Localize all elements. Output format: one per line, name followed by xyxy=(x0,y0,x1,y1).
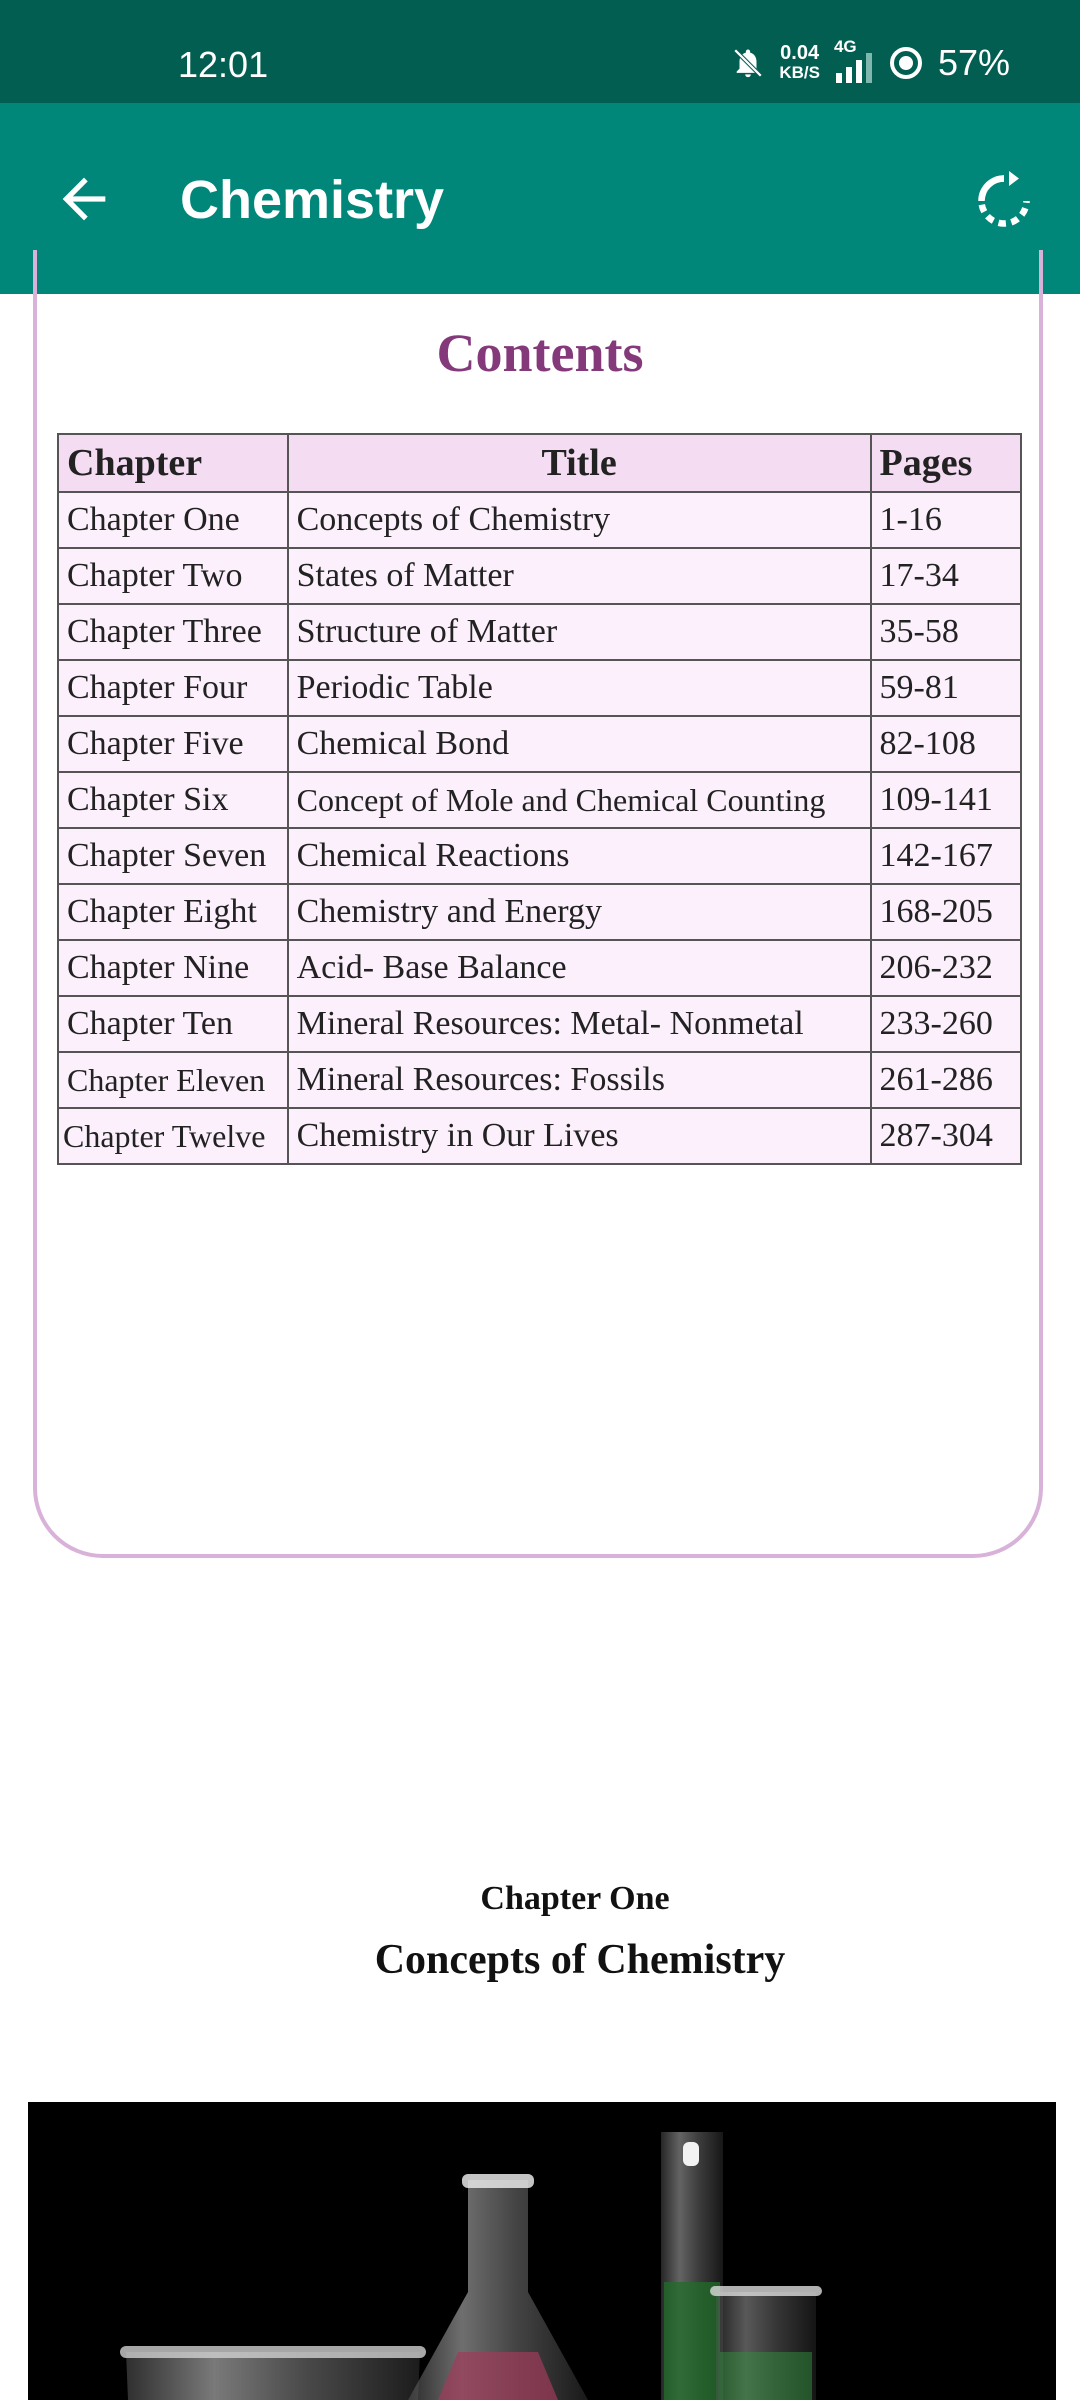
table-row[interactable] xyxy=(58,828,1021,884)
network-type: 4G xyxy=(833,37,857,56)
speed-unit: KB/S xyxy=(779,63,820,82)
battery-percent: 57% xyxy=(937,42,1010,83)
table-header-row xyxy=(58,434,1021,492)
table-row[interactable] xyxy=(58,548,1021,604)
row-title: Concepts of Chemistry xyxy=(288,492,871,548)
app-title: Chemistry xyxy=(180,170,445,230)
row-title: Mineral Resources: Metal- Nonmetal xyxy=(288,996,871,1052)
row-chapter: Chapter Six xyxy=(58,772,288,828)
back-arrow-icon[interactable] xyxy=(52,167,116,231)
chapter-title: Concepts of Chemistry xyxy=(374,1937,786,1983)
row-pages: 142-167 xyxy=(871,828,1021,884)
row-pages: 59-81 xyxy=(871,660,1021,716)
table-row[interactable] xyxy=(58,604,1021,660)
row-title: Concept of Mole and Chemical Counting xyxy=(288,772,871,828)
row-title: Chemical Bond xyxy=(288,716,871,772)
table-row[interactable] xyxy=(58,1052,1021,1108)
row-title: Mineral Resources: Fossils xyxy=(288,1052,871,1108)
row-title: Periodic Table xyxy=(288,660,871,716)
contents-heading: Contents xyxy=(436,323,644,383)
row-title: Chemical Reactions xyxy=(288,828,871,884)
row-chapter: Chapter Ten xyxy=(58,996,288,1052)
row-chapter: Chapter Eleven xyxy=(58,1052,288,1108)
rotate-screen-icon[interactable] xyxy=(974,171,1034,231)
table-row[interactable] xyxy=(58,1108,1021,1164)
row-chapter: Chapter Seven xyxy=(58,828,288,884)
status-bar xyxy=(0,0,1080,103)
row-chapter: Chapter Four xyxy=(58,660,288,716)
bell-off-icon xyxy=(731,46,765,80)
chapter-label: Chapter One xyxy=(480,1880,670,1917)
header-pages: Pages xyxy=(871,434,1021,492)
table-row[interactable] xyxy=(58,716,1021,772)
row-chapter: Chapter Nine xyxy=(58,940,288,996)
header-chapter: Chapter xyxy=(58,434,288,492)
row-pages: 287-304 xyxy=(871,1108,1021,1164)
status-icons xyxy=(731,37,1010,86)
row-chapter: Chapter One xyxy=(58,492,288,548)
row-chapter: Chapter Five xyxy=(58,716,288,772)
battery-ring-icon xyxy=(888,45,924,81)
row-pages: 35-58 xyxy=(871,604,1021,660)
row-pages: 168-205 xyxy=(871,884,1021,940)
row-pages: 109-141 xyxy=(871,772,1021,828)
row-pages: 82-108 xyxy=(871,716,1021,772)
contents-table xyxy=(57,433,1022,1165)
speed-value: 0.04 xyxy=(780,42,820,64)
row-chapter: Chapter Two xyxy=(58,548,288,604)
table-row[interactable] xyxy=(58,940,1021,996)
table-row[interactable] xyxy=(58,884,1021,940)
table-row[interactable] xyxy=(58,772,1021,828)
row-pages: 17-34 xyxy=(871,548,1021,604)
row-chapter: Chapter Eight xyxy=(58,884,288,940)
table-row[interactable] xyxy=(58,660,1021,716)
status-time: 12:01 xyxy=(178,44,269,85)
row-title: States of Matter xyxy=(288,548,871,604)
row-pages: 261-286 xyxy=(871,1052,1021,1108)
chapter-cover-image xyxy=(28,2102,1056,2400)
network-speed xyxy=(779,43,820,83)
table-row[interactable] xyxy=(58,996,1021,1052)
row-pages: 1-16 xyxy=(871,492,1021,548)
row-chapter: Chapter Three xyxy=(58,604,288,660)
lab-glassware-illustration xyxy=(28,2102,1056,2400)
table-row[interactable] xyxy=(58,492,1021,548)
signal-icon xyxy=(833,37,874,83)
row-title: Acid- Base Balance xyxy=(288,940,871,996)
row-pages: 206-232 xyxy=(871,940,1021,996)
header-title: Title xyxy=(288,434,871,492)
row-title: Structure of Matter xyxy=(288,604,871,660)
row-title: Chemistry in Our Lives xyxy=(288,1108,871,1164)
row-title: Chemistry and Energy xyxy=(288,884,871,940)
row-pages: 233-260 xyxy=(871,996,1021,1052)
row-chapter: Chapter Twelve xyxy=(58,1108,288,1164)
